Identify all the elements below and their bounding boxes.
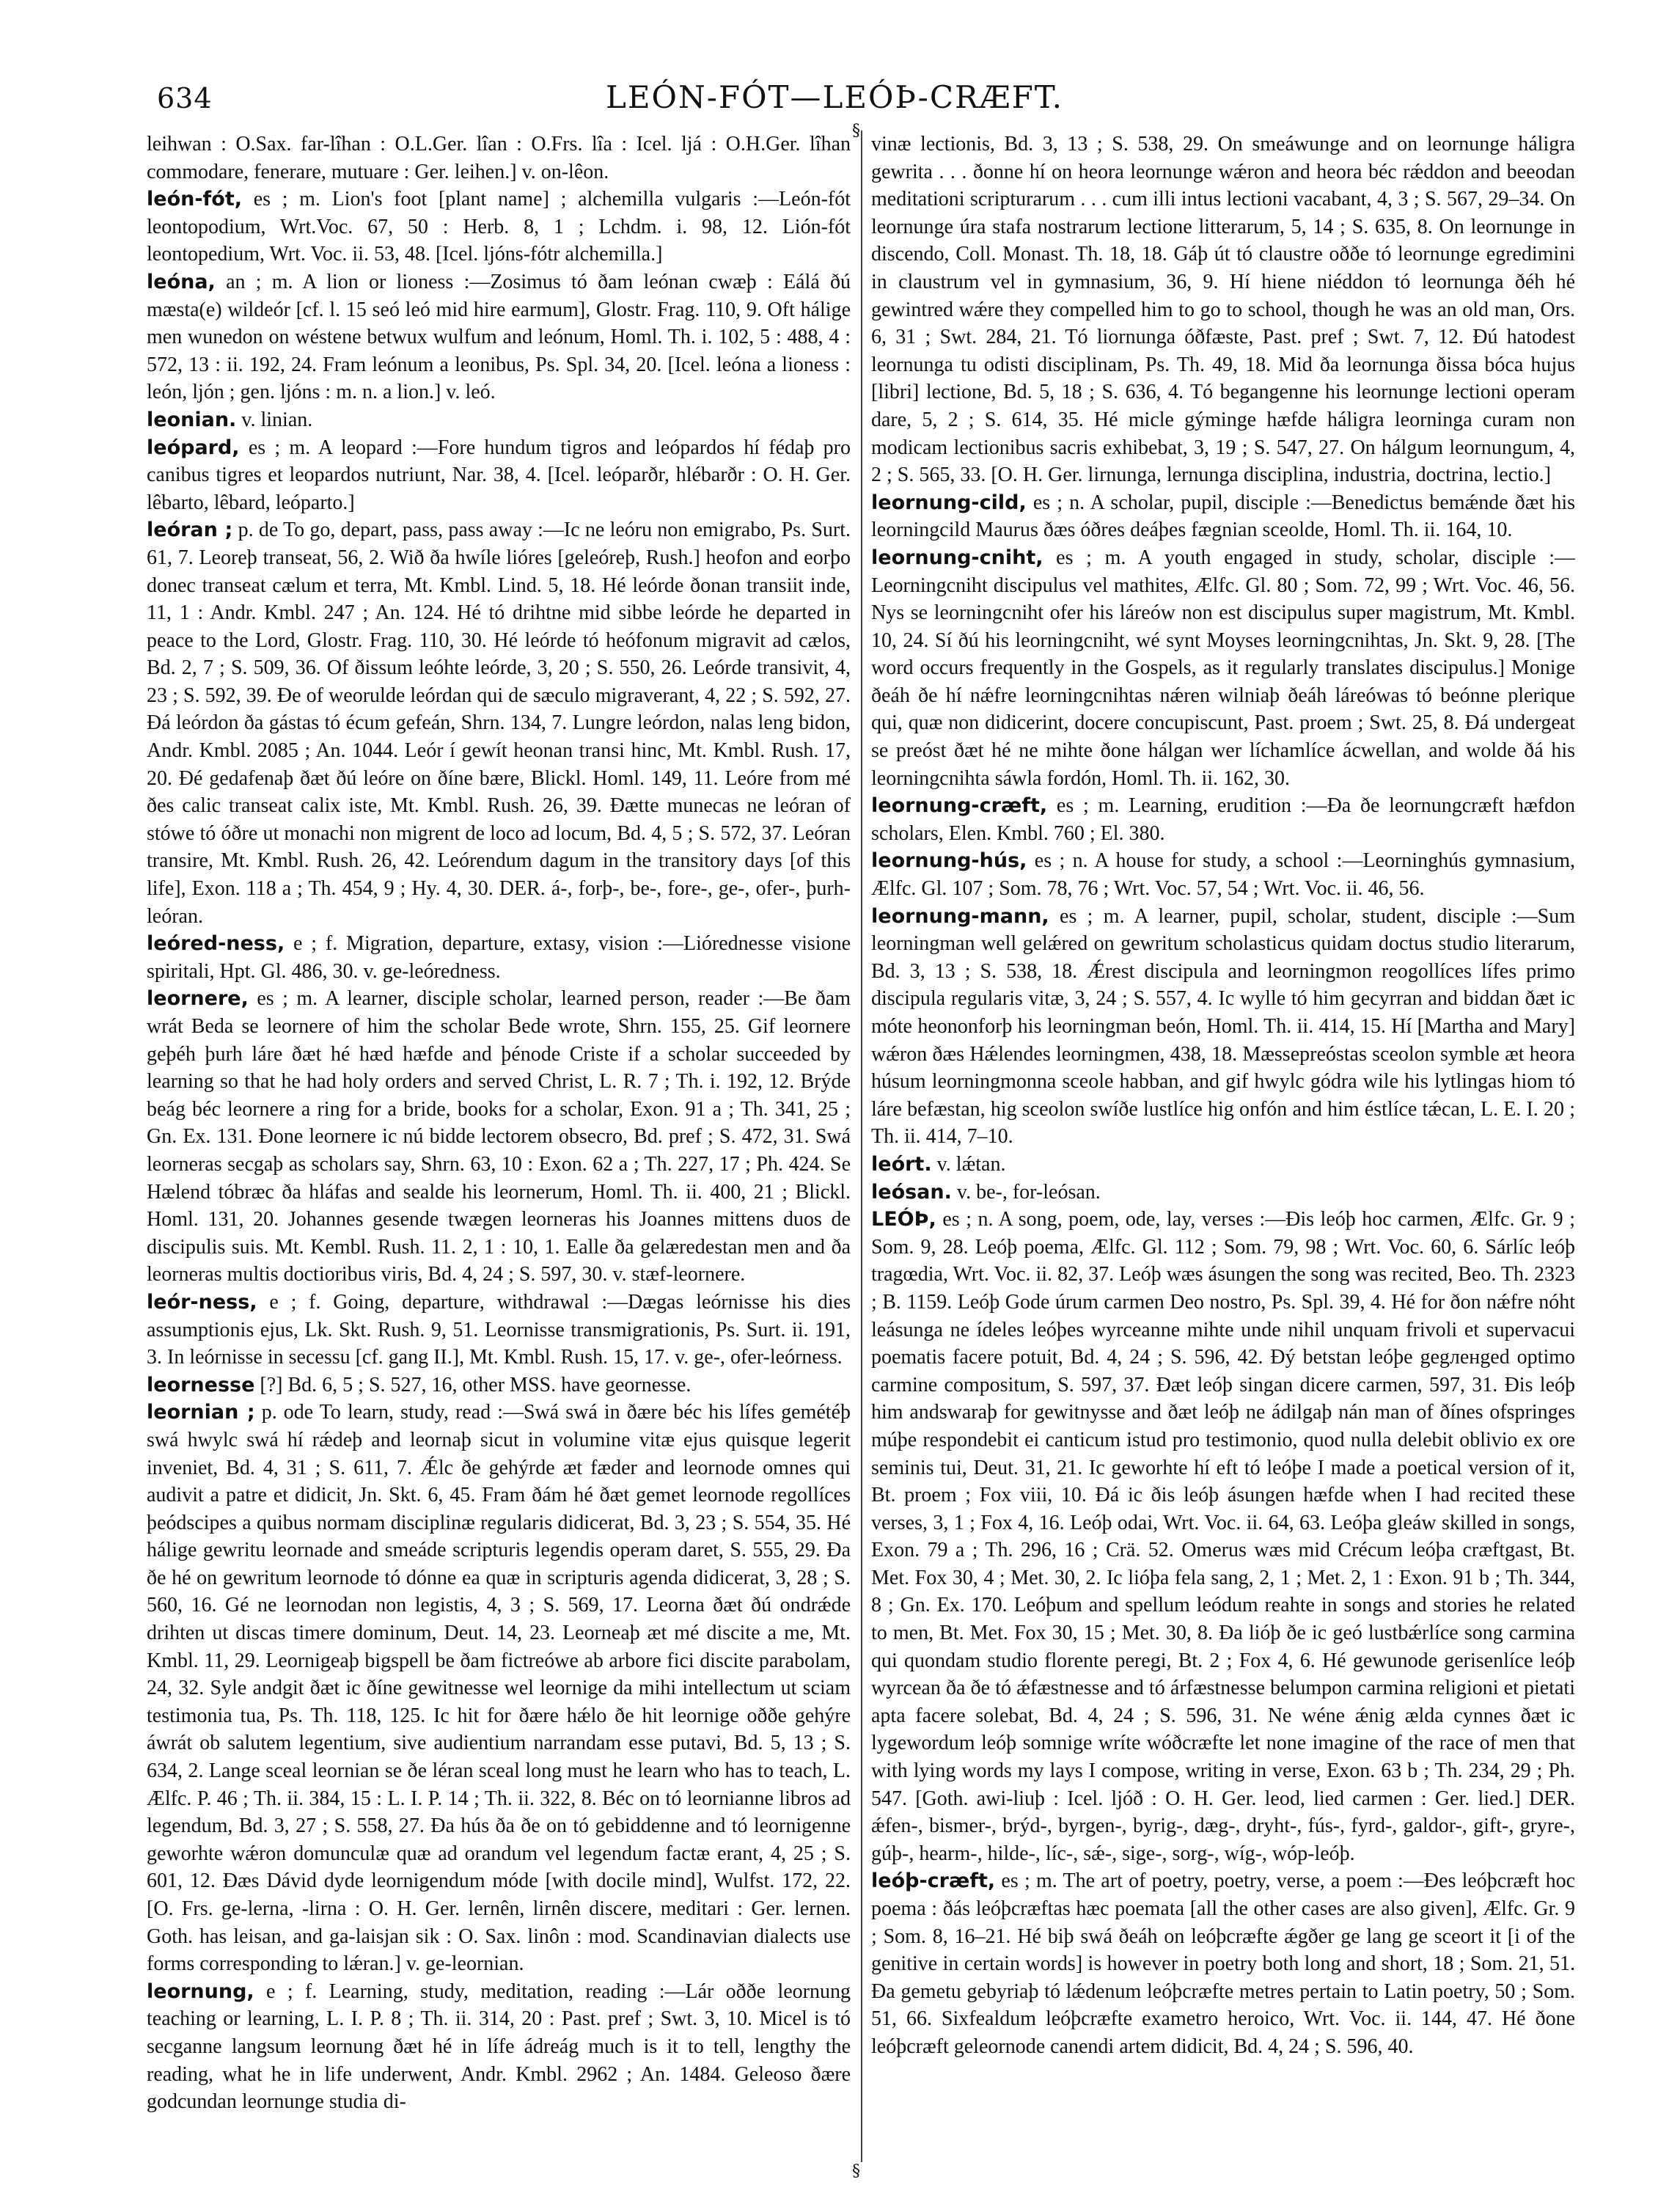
left-column — [147, 131, 851, 2191]
dictionary-entry — [147, 268, 851, 406]
dictionary-entry — [147, 930, 851, 985]
entry-headword: leornesse — [147, 1373, 255, 1396]
entry-text: es ; m. Learning, erudition :—Ða ðe leornungcræft hæfdon scholars, Elen. Kmbl. 760 ; El. 380. — [871, 794, 1575, 845]
dictionary-entry — [871, 792, 1575, 847]
entry-headword: leóran ; — [147, 519, 233, 542]
dictionary-entry — [147, 1978, 851, 2116]
entry-headword: leornian ; — [147, 1401, 255, 1424]
dictionary-entry — [147, 131, 851, 186]
entry-headword: leórt. — [871, 1152, 932, 1176]
entry-text: leihwan : O.Sax. far-lîhan : O.L.Ger. lîan : O.Frs. lîa : Icel. ljá : O.H.Ger. lîhan commodare, fenerare, mutuare : Ger. leihen.] v. on-lêon. — [147, 133, 851, 183]
entry-text: es ; m. A learner, pupil, scholar, student, disciple :—Sum leorningman well gelǽred on gewritum scholasticus quidam doctus studio literarum, Bd. 3, 13 ; S. 538, 18. Ǽrest discipula and leorningmon reogollíces lífes primo discipula regularis vitæ, 3, 24 ; S. 557, 4. Ic wylle tó him gecyrran and biddan ðæt ic móte heononforþ his leorningman beón, Homl. Th. ii. 414, 15. Hí [Martha and Mary] wǽron ðæs Hǽlendes leorningmen, 438, 18. Mæssepreóstas sceolon symble æt heora húsum leorningmonna sceole habban, and gif hwylc gódra wile his lytlingas hiom tó láre befæstan, hig sceolon swíðe lustlíce hig onfón and him éstlíce tǽcan, L. E. I. 20 ; Th. ii. 414, 7–10. — [871, 904, 1575, 1149]
entry-headword: leonian. — [147, 408, 237, 431]
dictionary-entry — [871, 1206, 1575, 1867]
entry-headword: leornung-cniht, — [871, 546, 1043, 569]
entry-headword: leóred-ness, — [147, 932, 285, 956]
entry-text: an ; m. A lion or lioness :—Zosimus tó ðam leónan cwæþ : Eálá ðú mæsta(e) wildeór [cf. l. 15 seó leó mid hire earmum], Glostr. Frag. 110, 9. Oft hálige men wunedon on wéstene betwux wulfum and leónum, Homl. Th. i. 102, 5 : 488, 4 : 572, 13 : ii. 192, 24. Fram leónum a leonibus, Ps. Spl. 34, 20. [Icel. leóna a lioness : león, ljón ; gen. ljóns : m. n. a lion.] v. leó. — [147, 270, 851, 404]
entry-text: es ; n. A song, poem, ode, lay, verses :—Ðis leóþ hoc carmen, Ælfc. Gr. 9 ; Som. 9, 28. Leóþ poema, Ælfc. Gl. 112 ; Som. 79, 98 ; Wrt. Voc. 60, 6. Sárlíc leóþ tragœdia, Wrt. Voc. ii. 82, 37. Leóþ wæs ásungen the song was recited, Beo. Th. 2323 ; B. 1159. Leóþ Gode úrum carmen Deo nostro, Ps. Spl. 39, 4. Hé for ðon nǽfre nóht leásunga ne ídeles leóþes wyrceanne mihte unde nihil unquam frivoli et supervacui poematis facere potuit, Bd. 4, 24 ; S. 596, 42. Ðý betstan leóþe gegленged optimo carmine compositum, S. 597, 37. Ðæt leóþ singan dicere carmen, 597, 31. Ðis leóþ him andswaraþ for gewitnysse and ðæt leóþ ne ádilgaþ nán man of ðínes ofspringes múþe respondebit ei canticum istud pro testimonio, quod nulla delebit oblivio ex ore seminis tui, Deut. 31, 21. Ic geworhte hí eft tó leóþe I made a poetical version of it, Bt. proem ; Fox viii, 10. Ðá ic ðis leóþ ásungen hæfde when I had recited these verses, 3, 1 ; Fox 4, 16. Leóþ odai, Wrt. Voc. ii. 64, 63. Leóþa gleáw skilled in songs, Exon. 79 a ; Th. 296, 16 ; Crä. 52. Omerus wæs mid Crécum leóþa cræftgast, Bt. Met. Fox 30, 4 ; Met. 30, 2. Ic lióþa fela sang, 2, 1 ; Met. 2, 1 : Exon. 91 b ; Th. 344, 8 ; Gn. Ex. 170. Leóþum and spellum leódum reahte in songs and stories he related to men, Bt. Met. Fox 30, 15 ; Met. 30, 8. Ða lióþ ðe ic geó lustbǽrlíce song carmina qui quondam studio florente peregi, Bt. 2 ; Fox 4, 6. Hé gewunode gerisenlíce leóþ wyrcean ða ðe tó ǽfæstnesse and tó árfæstnesse belumpon carmina religioni et pietati apta facere solebat, Bd. 4, 24 ; S. 596, 31. Ne wéne ǽnig ælda cynnes ðæt ic lygewordum leóþ somnige wríte wóðcræfte let none imagine of the race of men that with lying words my lays I compose, writing in verse, Exon. 63 b ; Th. 234, 29 ; Ph. 547. [Goth. awi-liuþ : Icel. ljóð : O. H. Ger. leod, lied carmen : Ger. lied.] DER. ǽfen-, bismer-, brýd-, byrgen-, byrig-, dæg-, dryht-, fús-, fyrd-, galdor-, gift-, gryre-, gúþ-, hearm-, hilde-, líc-, sǽ-, sige-, sorg-, wíg-, wóp-leóþ. — [871, 1208, 1575, 1865]
entry-text: e ; f. Learning, study, meditation, reading :—Lár oððe leornung teaching or learning, L. I. P. 8 ; Th. ii. 314, 20 : Past. pref ; Swt. 3, 10. Micel is tó secganne langsum leornung ðæt hé in lífe ádreág much is it to tell, lengthy the reading, what he in life underwent, Andr. Kmbl. 2962 ; An. 1484. Geleoso ðære godcundan leornunge studia di- — [147, 1980, 851, 2114]
entry-text: e ; f. Migration, departure, extasy, vision :—Liórednesse visione spiritali, Hpt. Gl. 486, 30. v. ge-leóredness. — [147, 932, 851, 983]
entry-text: e ; f. Going, departure, withdrawal :—Dægas leórnisse his dies assumptionis ejus, Lk. Skt. Rush. 9, 51. Leornisse transmigrationis, Ps. Surt. ii. 191, 3. In leórnisse in secessu [cf. gang II.], Mt. Kmbl. Rush. 15, 17. v. ge-, ofer-leórness. — [147, 1290, 851, 1369]
entry-headword: leósan. — [871, 1180, 952, 1204]
dictionary-entry — [871, 847, 1575, 902]
entry-text: es ; m. Lion's foot [plant name] ; alchemilla vulgaris :—León-fót leontopodium, Wrt.Voc. 67, 50 : Herb. 8, 1 ; Lchdm. i. 98, 12. Lión-fót leontopedium, Wrt. Voc. ii. 53, 48. [Icel. ljóns-fótr alchemilla.] — [147, 188, 851, 266]
column-divider — [861, 131, 862, 2162]
running-head: LEÓN-FÓT—LEÓÞ-CRÆFT. — [606, 79, 1063, 115]
entry-text: es ; m. The art of poetry, poetry, verse, a poem :—Ðes leóþcræft hoc poema : ðás leóþcræftas hæc poemata [all the other cases are also given], Ælfc. Gr. 9 ; Som. 8, 16–21. Hé biþ swá ðeáh on leóþcræfte ǽgðer ge lang ge sceort it [i of the genitive in certain words] is however in poetry both long and short, 18 ; Som. 21, 51. Ða gemetu gebyriaþ tó lǽdenum leóþcræfte metres pertain to Latin poetry, 50 ; Som. 51, 66. Sixfealdum leóþcræfte exametro heroico, Wrt. Voc. ii. 144, 47. Hé ðone leóþcræft geleornode canendi artem didicit, Bd. 4, 24 ; S. 596, 40. — [871, 1869, 1575, 2058]
entry-text: vinæ lectionis, Bd. 3, 13 ; S. 538, 29. On smeáwunge and on leornunge háligra gewrita . . . ðonne hí on heora leornunge wǽron and heora béc rǽddon and beeodan meditationi scripturarum . . . cum illi intus lectioni vacabant, 4, 3 ; S. 567, 29–34. On leornunge úra stafa nostrarum lectione litterarum, 5, 14 ; S. 635, 8. On leornunge in discendo, Coll. Monast. Th. 18, 18. Gáþ út tó claustre oððe tó leornunge egredimini in claustrum vel in gymnasium, 36, 9. Hí hiene niéddon tó leornunga ðéh hé gewintred wǽre they compelled him to go to school, though he was an old man, Ors. 6, 31 ; Swt. 284, 21. Tó liornunga óðfæste, Past. pref ; Swt. 7, 12. Ðú hatodest leornunga tu odisti disciplinam, Ps. Th. 49, 18. Mid ða leornunga ðissa bóca hujus [libri] lectione, Bd. 5, 18 ; S. 636, 4. Tó begangenne his leornunge lectioni operam dare, 5, 2 ; S. 614, 35. Hé micle gýminge hæfde háligra leorninga curam non modicam lectionibus sacris exhibebat, 3, 19 ; S. 547, 27. On hálgum leornungum, 4, 2 ; S. 565, 33. [O. H. Ger. lirnunga, lernunga disciplina, industria, doctrina, lectio.] — [871, 133, 1575, 487]
page-number: 634 — [157, 82, 213, 114]
dictionary-entry — [147, 186, 851, 268]
dictionary-entry — [147, 1399, 851, 1977]
dictionary-entry — [871, 489, 1575, 544]
column-rule-ornament-bottom: § — [852, 2162, 860, 2180]
dictionary-entry — [871, 1151, 1575, 1179]
entry-headword: leornung-cild, — [871, 491, 1027, 514]
entry-text: es ; m. A leopard :—Fore hundum tigros and leópardos hí fédaþ pro canibus tigres et leopardos nutriunt, Nar. 38, 4. [Icel. leóparðr, hlébarðr : O. H. Ger. lêbarto, lêbard, leóparto.] — [147, 436, 851, 514]
dictionary-entry — [147, 985, 851, 1289]
entry-headword: leornere, — [147, 987, 249, 1011]
entry-text: es ; m. A learner, disciple scholar, learned person, reader :—Be ðam wrát Beda se leornere of him the scholar Bede wrote, Shrn. 155, 25. Gif leornere geþéh þurh láre ðæt hé hæd hæfde and þénode Criste if a scholar succeeded by learning so that he had holy orders and served Christ, L. R. 7 ; Th. i. 192, 12. Brýde beág béc leornere a ring for a bride, books for a scholar, Exon. 91 a ; Th. 341, 25 ; Gn. Ex. 131. Ðone leornere ic nú bidde lectorem obsecro, Bd. pref ; S. 472, 31. Swá leorneras secgaþ as scholars say, Shrn. 63, 10 : Exon. 62 a ; Th. 227, 17 ; Ph. 424. Se Hælend tóbræc ða hláfas and sealde his leornerum, Homl. Th. ii. 400, 21 ; Blickl. Homl. 131, 20. Johannes gesende twægen leorneras his Joannes mittens duos de discipulis suis. Mt. Kembl. Rush. 11. 2, 1 : 10, 1. Ealle ða gelæredestan men and ða leorneras multis doctioribus viris, Bd. 4, 24 ; S. 597, 30. v. stæf-leornere. — [147, 987, 851, 1286]
dictionary-entry — [871, 1867, 1575, 2060]
entry-text: es ; n. A house for study, a school :—Leorninghús gymnasium, Ælfc. Gl. 107 ; Som. 78, 76 ; Wrt. Voc. 57, 54 ; Wrt. Voc. ii. 46, 56. — [871, 849, 1575, 901]
dictionary-entry — [871, 903, 1575, 1151]
entry-headword: leornung, — [147, 1980, 254, 2003]
dictionary-entry — [147, 406, 851, 434]
entry-headword: leór-ness, — [147, 1290, 257, 1314]
right-column — [871, 131, 1575, 2191]
entry-headword: leornung-cræft, — [871, 794, 1048, 818]
dictionary-entry — [871, 544, 1575, 792]
entry-headword: leornung-hús, — [871, 849, 1027, 873]
dictionary-entry — [871, 1179, 1575, 1206]
dictionary-entry — [147, 1289, 851, 1371]
dictionary-entry — [871, 131, 1575, 489]
dictionary-entry — [147, 434, 851, 517]
entry-headword: león-fót, — [147, 188, 243, 211]
dictionary-entry — [147, 516, 851, 930]
entry-text: v. be-, for-leósan. — [956, 1180, 1101, 1204]
entry-text: [?] Bd. 6, 5 ; S. 527, 16, other MSS. have geornesse. — [260, 1373, 692, 1396]
column-rule-ornament-top: § — [852, 122, 860, 140]
entry-headword: leóna, — [147, 270, 216, 293]
entry-text: v. linian. — [241, 408, 313, 431]
entry-headword: leópard, — [147, 436, 240, 459]
entry-text: es ; m. A youth engaged in study, scholar, disciple :—Leorningcniht discipulus vel mathites, Ælfc. Gl. 80 ; Som. 72, 99 ; Wrt. Voc. 46, 56. Nys se leorningcniht ofer his láreów non est discipulus super magistrum, Mt. Kmbl. 10, 24. Sí ðú his leorningcniht, wé synt Moyses leorningcnihtas, Jn. Skt. 9, 28. [The word occurs frequently in the Gospels, as it regularly translates discipulus.] Monige ðeáh ðe hí nǽfre leorningcnihtas nǽren wilniaþ ðeáh láreówas tó beónne plerique qui, quæ non didicerint, docere concupiscunt, Past. proem ; Swt. 25, 8. Ðá undergeat se preóst ðæt hé ne mihte ðone hálgan wer líchamlíce ácwellan, and wolde ðá his leorningcnihta sáwla fordón, Homl. Th. ii. 162, 30. — [871, 546, 1575, 790]
dictionary-entry — [147, 1371, 851, 1399]
entry-text: p. ode To learn, study, read :—Swá swá in ðære béc his lífes gemétéþ swá hwylc swá hí rǽdeþ and leornaþ sicut in volumine vitæ ejus quisque legerit inveniet, Bd. 4, 31 ; S. 611, 7. Ǽlc ðe gehýrde æt fæder and leornode omnes qui audivit a patre et didicit, Jn. Skt. 6, 45. Fram ðám hé ðæt gemet leornode regollíces þeódscipes a quibus normam disciplinæ regularis didicerat, Bd. 3, 23 ; S. 554, 35. Hé hálige gewritu leornade and smeáde scripturis legendis operam daret, S. 555, 29. Ða ðe hé on gewritum leornode tó dónne ea quæ in scripturis agenda didicerat, 3, 28 ; S. 560, 16. Gé ne leornodan non legistis, 4, 3 ; S. 569, 17. Leorna ðæt ðú ondrǽde drihten ut discas timere dominum, Deut. 14, 23. Leorneaþ æt mé discite a me, Mt. Kmbl. 11, 29. Leornigeaþ bigspell be ðam fictreówe ab arbore fici discite parabolam, 24, 32. Syle andgit ðæt ic ðíne gewitnesse wel leornige da mihi intellectum ut sciam testimonia tua, Ps. Th. 118, 125. Ic hit for ðære hǽlo ðe hit leornige oððe gehýre áwrát ob salutem legentium, sive audientium narrandam esse putavi, Bd. 5, 13 ; S. 634, 2. Lange sceal leornian se ðe léran sceal long must he learn who has to teach, L. Ælfc. P. 46 ; Th. ii. 384, 15 : L. I. P. 14 ; Th. ii. 322, 8. Béc on tó leornianne libros ad legendum, Bd. 3, 27 ; S. 558, 27. Ða hús ða ðe on tó gebiddenne and tó leornigenne geworhte wǽron domunculæ quæ ad orandum vel legendum factæ erant, 4, 25 ; S. 601, 12. Ðæs Dávid dyde leornigendum móde [with docile mind], Wulfst. 172, 22. [O. Frs. ge-lerna, -lirna : O. H. Ger. lernên, lirnên discere, meditari : Ger. lernen. Goth. has leisan, and ga-laisjan sik : O. Sax. linôn : mod. Scandinavian dialects use forms corresponding to lǽran.] v. ge-leornian. — [147, 1401, 851, 1976]
entry-headword: leóþ-cræft, — [871, 1869, 996, 1893]
entry-text: p. de To go, depart, pass, pass away :—Ic ne leóru non emigrabo, Ps. Surt. 61, 7. Leoreþ transeat, 56, 2. Wið ða hwíle lióres [geleóreþ, Rush.] heofon and eorþo donec transeat cælum et terra, Mt. Kmbl. Lind. 5, 18. Hé leórde ðonan transiit inde, 11, 1 : Andr. Kmbl. 247 ; An. 124. Hé tó drihtne mid sibbe leórde he departed in peace to the Lord, Glostr. Frag. 110, 30. Hé leórde tó heófonum migravit ad cælos, Bd. 2, 7 ; S. 509, 36. Of ðissum leóhte leórde, 3, 20 ; S. 550, 26. Leórde transivit, 4, 23 ; S. 592, 39. Ðe of weorulde leórdan qui de sæculo migraverant, 4, 22 ; S. 592, 27. Ðá leórdon ða gástas tó écum gefeán, Shrn. 134, 7. Lungre leórdon, nalas leng bidon, Andr. Kmbl. 2085 ; An. 1044. Leór í gewít heonan transi hinc, Mt. Kmbl. Rush. 17, 20. Ðé gedafenaþ ðæt ðú leóre on ðíne bære, Blickl. Homl. 149, 11. Leóre from mé ðes calic transeat calix iste, Mt. Kmbl. Rush. 26, 39. Ðætte munecas ne leóran of stówe tó óðre ut monachi non migrent de loco ad locum, Bd. 4, 5 ; S. 572, 37. Leóran transire, Mt. Kmbl. Rush. 26, 42. Leórendum dagum in the transitory days [of this life], Exon. 118 a ; Th. 454, 9 ; Hy. 4, 30. DER. á-, forþ-, be-, fore-, ge-, ofer-, þurh-leóran. — [147, 519, 851, 928]
entry-headword: leornung-mann, — [871, 904, 1049, 928]
entry-text: v. lǽtan. — [936, 1152, 1006, 1176]
entry-text: es ; n. A scholar, pupil, disciple :—Benedictus bemǽnde ðæt his leorningcild Maurus ðæs óðres deáþes fægnian sceolde, Homl. Th. ii. 164, 10. — [871, 491, 1575, 542]
entry-headword: LEÓÞ, — [871, 1208, 936, 1231]
